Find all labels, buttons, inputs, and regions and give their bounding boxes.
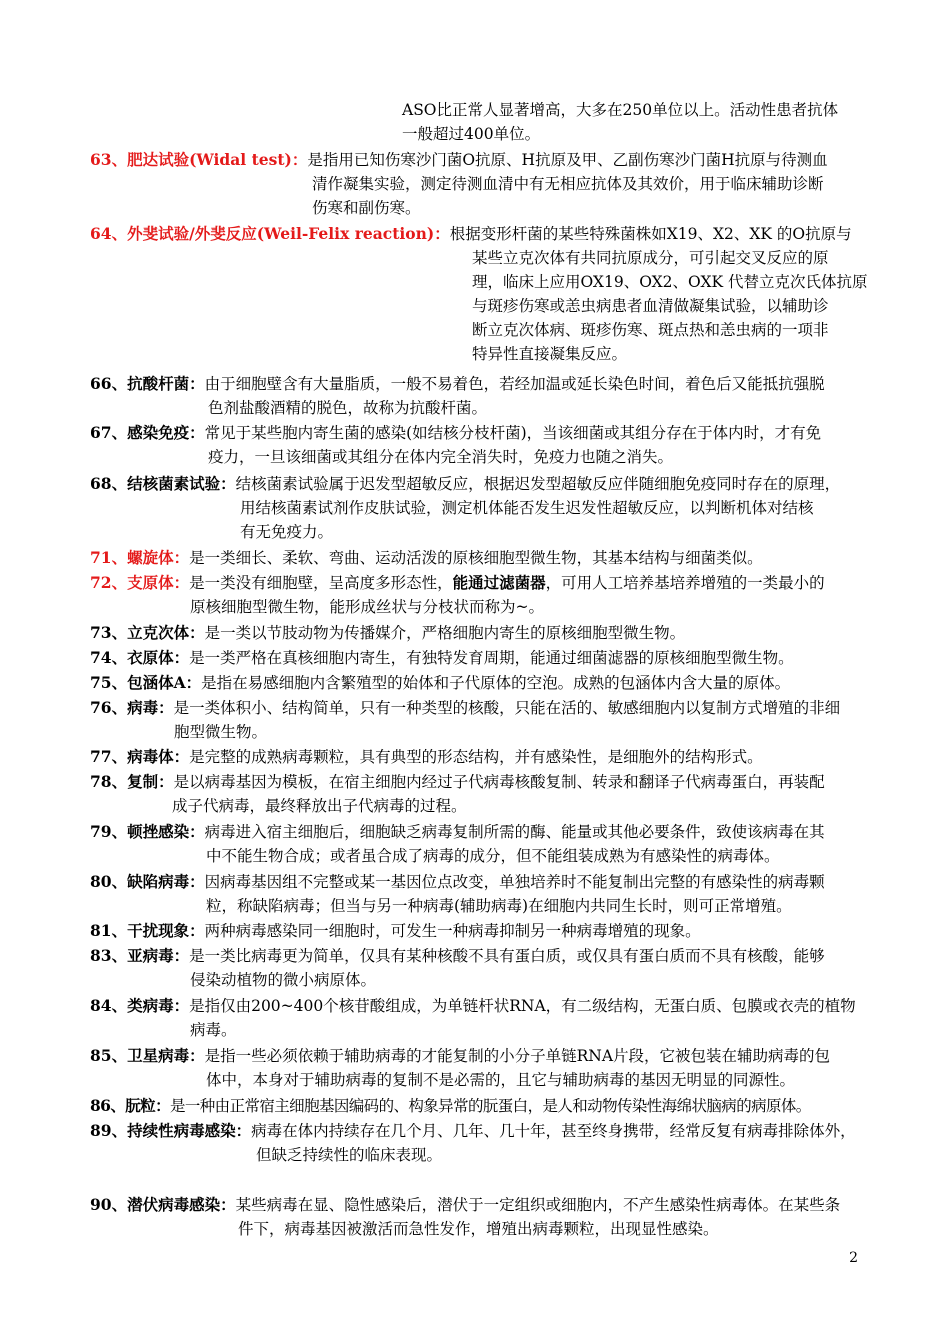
entry-cont: 有无免疫力。 — [240, 523, 334, 541]
entry-term: 67、感染免疫： — [90, 423, 205, 442]
entry-text: 病毒在体内持续存在几个月、几年、几十年，甚至终身携带，经常反复有病毒排除体外， — [251, 1122, 856, 1140]
entry-cont: 侵染动植物的微小病原体。 — [190, 971, 377, 989]
intro-line: ASO比正常人显著增高，大多在250单位以上。活动性患者抗体 — [402, 101, 839, 119]
entry-term: 89、持续性病毒感染： — [90, 1121, 252, 1140]
entry-text: 病毒进入宿主细胞后，细胞缺乏病毒复制所需的酶、能量或其他必要条件，致使该病毒在其 — [204, 823, 825, 841]
entry-cont: 病毒。 — [190, 1021, 237, 1039]
entry-cont: 特异性直接凝集反应。 — [472, 345, 628, 363]
entry-cont: 中不能生物合成；或者虽合成了病毒的成分，但不能组装成熟为有感染性的病毒体。 — [206, 847, 780, 865]
entry-77 — [90, 745, 870, 769]
intro-line: 一般超过400单位。 — [402, 125, 541, 143]
entry-term: 86、朊粒： — [90, 1096, 170, 1115]
entry-term: 78、复制： — [90, 772, 174, 791]
entry-78 — [90, 770, 870, 818]
entry-text: 常见于某些胞内寄生菌的感染(如结核分枝杆菌)，当该细菌或其组分存在于体内时，才有免 — [204, 424, 822, 442]
entry-66 — [90, 372, 870, 420]
entry-term: 66、抗酸杆菌： — [90, 374, 205, 393]
entry-term: 74、衣原体： — [90, 648, 190, 667]
entry-term: 77、病毒体： — [90, 747, 190, 766]
entry-cont: 用结核菌素试剂作皮肤试验，测定机体能否发生迟发性超敏反应，以判断机体对结核 — [240, 499, 814, 517]
page-number: 2 — [849, 1250, 858, 1266]
entry-73 — [90, 621, 870, 645]
entry-cont: 疫力，一旦该细菌或其组分在体内完全消失时，免疫力也随之消失。 — [208, 448, 674, 466]
intro-paragraph — [402, 98, 872, 146]
entry-text: 因病毒基因组不完整或某一基因位点改变，单独培养时不能复制出完整的有感染性的病毒颗 — [204, 873, 825, 891]
entry-64 — [90, 222, 870, 366]
entry-term: 84、类病毒： — [90, 996, 190, 1015]
entry-term: 71、螺旋体： — [90, 548, 190, 567]
entry-cont: 件下，病毒基因被激活而急性发作，增殖出病毒颗粒，出现显性感染。 — [238, 1220, 719, 1238]
entry-67 — [90, 421, 870, 469]
entry-79 — [90, 820, 870, 868]
entry-term: 75、包涵体A： — [90, 673, 202, 692]
entry-text: 是完整的成熟病毒颗粒，具有典型的形态结构，并有感染性，是细胞外的结构形式。 — [189, 748, 763, 766]
entry-cont: 伤寒和副伤寒。 — [312, 199, 421, 217]
entry-term: 81、干扰现象： — [90, 921, 205, 940]
entry-cont: 理，临床上应用OX19、OX2、OXK 代替立克次氏体抗原 — [472, 273, 868, 291]
entry-term: 80、缺陷病毒： — [90, 872, 205, 891]
entry-term: 72、支原体： — [90, 573, 190, 592]
entry-cont: 但缺乏持续性的临床表现。 — [256, 1146, 443, 1164]
entry-81 — [90, 919, 870, 943]
entry-term: 79、顿挫感染： — [90, 822, 205, 841]
entry-cont: 与斑疹伤寒或恙虫病患者血清做凝集试验，以辅助诊 — [472, 297, 829, 315]
entry-term: 76、病毒： — [90, 698, 174, 717]
entry-text: 是一类体积小、结构简单，只有一种类型的核酸，只能在活的、敏感细胞内以复制方式增殖的非细 — [173, 699, 841, 717]
entry-cont: 成子代病毒，最终释放出子代病毒的过程。 — [172, 797, 467, 815]
entry-text: 是指用已知伤寒沙门菌O抗原、H抗原及甲、乙副伤寒沙门菌H抗原与待测血 — [307, 151, 828, 169]
entry-84 — [90, 994, 870, 1042]
entry-72 — [90, 571, 870, 619]
entry-75 — [90, 671, 870, 695]
entry-text: 是指在易感细胞内含繁殖型的始体和子代原体的空泡。成熟的包涵体内含大量的原体。 — [201, 674, 791, 692]
entry-cont: 断立克次体病、斑疹伤寒、斑点热和恙虫病的一项非 — [472, 321, 829, 339]
entry-text: 是指一些必须依赖于辅助病毒的才能复制的小分子单链RNA片段，它被包装在辅助病毒的包 — [204, 1047, 831, 1065]
entry-text: 是一类严格在真核细胞内寄生，有独特发育周期，能通过细菌滤器的原核细胞型微生物。 — [189, 649, 794, 667]
entry-cont: 体中，本身对于辅助病毒的复制不是必需的，且它与辅助病毒的基因无明显的同源性。 — [206, 1071, 796, 1089]
entry-83 — [90, 944, 870, 992]
entry-76 — [90, 696, 870, 744]
entry-text: 两种病毒感染同一细胞时，可发生一种病毒抑制另一种病毒增殖的现象。 — [204, 922, 701, 940]
entry-85 — [90, 1044, 870, 1092]
entry-74 — [90, 646, 870, 670]
entry-text: 由于细胞壁含有大量脂质，一般不易着色，若经加温或延长染色时间，着色后又能抵抗强脱 — [204, 375, 825, 393]
entry-text: 是一类细长、柔软、弯曲、运动活泼的原核细胞型微生物，其基本结构与细菌类似。 — [189, 549, 763, 567]
entry-text: ，可用人工培养基培养增殖的一类最小的 — [545, 574, 825, 592]
entry-term: 85、卫星病毒： — [90, 1046, 205, 1065]
entry-cont: 某些立克次体有共同抗原成分，可引起交叉反应的原 — [472, 249, 829, 267]
entry-cont: 清作凝集实验，测定待测血清中有无相应抗体及其效价，用于临床辅助诊断 — [312, 175, 824, 193]
entry-68 — [90, 472, 870, 544]
entry-term: 90、潜伏病毒感染： — [90, 1195, 236, 1214]
entry-90 — [90, 1193, 870, 1241]
entry-text: 某些病毒在显、隐性感染后，潜伏于一定组织或细胞内，不产生感染性病毒体。在某些条 — [235, 1196, 841, 1214]
entry-text: 是一类没有细胞壁，呈高度多形态性， — [189, 574, 453, 592]
entry-text: 是以病毒基因为模板，在宿主细胞内经过子代病毒核酸复制、转录和翻译子代病毒蛋白，再装配 — [173, 773, 825, 791]
entry-text: 是一类比病毒更为简单，仅具有某种核酸不具有蛋白质，或仅具有蛋白质而不具有核酸，能够 — [189, 947, 825, 965]
entry-text: 是一种由正常宿主细胞基因编码的、构象异常的朊蛋白，是人和动物传染性海绵状脑病的病原体。 — [169, 1097, 811, 1115]
entry-text: 是一类以节肢动物为传播媒介，严格细胞内寄生的原核细胞型微生物。 — [204, 624, 686, 642]
entry-text: 是指仅由200~400个核苷酸组成，为单链杆状RNA，有二级结构，无蛋白质、包膜或衣壳的植物 — [189, 997, 856, 1015]
entry-71 — [90, 546, 870, 570]
entry-text-bold: 能通过滤菌器 — [452, 573, 546, 592]
entry-80 — [90, 870, 870, 918]
entry-text: 结核菌素试验属于迟发型超敏反应，根据迟发型超敏反应伴随细胞免疫同时存在的原理， — [235, 475, 841, 493]
entry-text: 根据变形杆菌的某些特殊菌株如X19、X2、XK 的O抗原与 — [449, 225, 852, 243]
entry-89 — [90, 1119, 870, 1167]
entry-term: 73、立克次体： — [90, 623, 205, 642]
entry-cont: 原核细胞型微生物，能形成丝状与分枝状而称为~。 — [190, 598, 544, 616]
entry-term: 64、外斐试验/外斐反应(Weil-Felix reaction)： — [90, 224, 450, 243]
entry-86 — [90, 1094, 870, 1118]
entry-cont: 色剂盐酸酒精的脱色，故称为抗酸杆菌。 — [208, 399, 488, 417]
entry-cont: 粒，称缺陷病毒；但当与另一种病毒(辅助病毒)在细胞内共同生长时，则可正常增殖。 — [206, 897, 792, 915]
entry-63 — [90, 148, 870, 220]
entry-term: 83、亚病毒： — [90, 946, 190, 965]
entry-term: 68、结核菌素试验： — [90, 474, 236, 493]
entry-term: 63、肥达试验(Widal test)： — [90, 150, 308, 169]
entry-cont: 胞型微生物。 — [174, 723, 268, 741]
